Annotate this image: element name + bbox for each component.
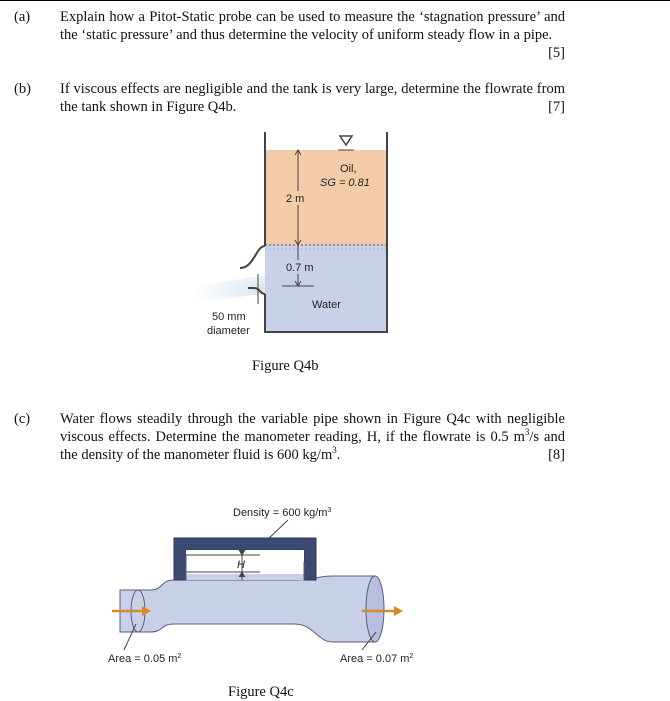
area-right-label: Area = 0.07 $m^2$ bbox=[340, 653, 414, 665]
question-a-label: (a) bbox=[14, 9, 31, 25]
question-b-marks: [7] bbox=[548, 99, 565, 115]
outlet-flow-arrowhead bbox=[394, 606, 403, 616]
outlet-pipe-top bbox=[240, 246, 265, 268]
oil-depth-label: 2 m bbox=[286, 193, 305, 205]
variable-pipe bbox=[120, 576, 375, 642]
figure-q4b-caption: Figure Q4b bbox=[252, 358, 319, 374]
density-label: Density = 600 $kg/m^3$ bbox=[233, 507, 332, 519]
question-c-body-mid: /s and the density of the manometer fluid is 600 kg/m bbox=[60, 429, 565, 463]
oil-layer bbox=[265, 150, 387, 245]
question-b-text bbox=[60, 80, 565, 116]
question-c-body-end: . bbox=[336, 447, 341, 463]
question-c-sup1: 3 bbox=[524, 427, 530, 438]
question-c-text bbox=[60, 410, 565, 464]
pipe-size-label: 50 mm bbox=[212, 311, 246, 323]
figure-q4c-caption: Figure Q4c bbox=[228, 684, 294, 700]
sg-label: SG = 0.81 bbox=[320, 177, 370, 189]
area-left-label: Area = 0.05 $m^2$ bbox=[108, 653, 182, 665]
question-c-body: Water flows steadily through the variable pipe shown in Figure Q4c with negligible viscous effects. Determine the manometer reading, H, if the flowrate is 0.5 m bbox=[60, 411, 565, 445]
question-c-marks: [8] bbox=[548, 447, 565, 463]
figure-q4b bbox=[190, 128, 410, 343]
question-c-sup2: 3 bbox=[332, 445, 337, 456]
water-jet bbox=[190, 276, 265, 304]
question-a-body: Explain how a Pitot-Static probe can be used to measure the ‘stagnation pressure’ and the ‘static pressure’ and thus determine the velocity of uniform steady flow in a pipe. bbox=[60, 9, 565, 43]
question-a-text bbox=[60, 8, 565, 62]
question-c-label: (c) bbox=[14, 411, 31, 427]
question-b-body: If viscous effects are negligible and the tank is very large, determine the flowrate from the tank shown in Figure Q4b. bbox=[60, 81, 565, 115]
manometer-inner bbox=[186, 550, 304, 574]
h-label: H bbox=[237, 559, 245, 571]
pipe-size-unit-label: diameter bbox=[207, 325, 250, 337]
question-a-marks: [5] bbox=[548, 45, 565, 61]
water-depth-label: 0.7 m bbox=[286, 262, 314, 274]
question-b-label: (b) bbox=[14, 81, 31, 97]
pipe-right-end bbox=[366, 576, 384, 642]
water-layer bbox=[265, 245, 387, 332]
figure-q4c bbox=[100, 500, 430, 680]
water-label: Water bbox=[312, 299, 341, 311]
free-surface-marker bbox=[340, 136, 352, 145]
top-rule bbox=[0, 0, 670, 1]
oil-label: Oil, bbox=[340, 163, 357, 175]
